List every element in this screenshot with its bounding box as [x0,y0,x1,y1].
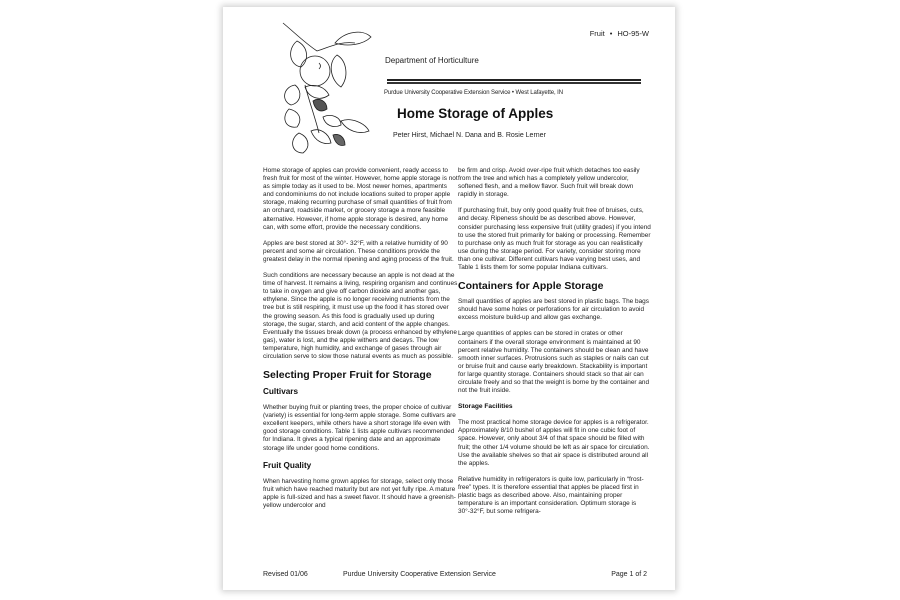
document-title: Home Storage of Apples [397,106,554,121]
apple-branch-illustration-icon [275,21,375,163]
document-code [590,29,649,38]
paragraph: Large quantities of apples can be stored in crates or other containers if the overall storage environment is maintained at 90 percent relative humidity. The containers should be clean and have smooth inner surfaces. Protrusions such as staples or nails can cut or bruise fruit and cause early breakdown. Stackability is important for large quantity storage. Containers should stack so that air can circulate freely and so that the weight is borne by the container and not the fruit inside. [458,330,650,395]
paragraph: If purchasing fruit, buy only good quality fruit free of bruises, cuts, and decay. Ripeness should be as described above. However, consider purchasing less expensive fruit (utility grades) if you intend to use the stored fruit primarily for baking or processing. Remember to purchase only as much fruit for storage as you can realistically use during the storage period. For variety, consider storing more than one cultivar. Different cultivars have varying best uses, and Table 1 lists them for some popular Indiana cultivars. [458,207,651,272]
paragraph: Such conditions are necessary because an apple is not dead at the time of harvest. It remains a living, respiring organism and continues to take in oxygen and give off carbon dioxide and another gas, ethylene. Since the apple is no longer receiving nutrients from the tree but is still respiring, it must use up the food it has stored over the growing season. As this food is gradually used up during storage, the sugar, starch, and acid content of the apple changes. Eventually the tissues break down (a process enhanced by ethylene gas), water is lost, and the apple withers and decays. The low temperature, high humidity, and exchange of gases through air circulation serve to slow those natural events as much as possible. [263,272,458,360]
left-column [263,167,459,518]
document-page [223,7,675,590]
page-number: Page 1 of 2 [611,571,647,578]
paragraph: Relative humidity in refrigerators is quite low, particularly in “frost-free” types. It is therefore essential that apples be placed first in plastic bags as described above. Also, maintaining proper temperature is an important consideration. Optimum storage is 30°-32°F, but some refrigera- [458,475,644,516]
subheading-cultivars: Cultivars [263,387,299,397]
doc-id: HO-95-W [617,29,649,38]
subheading-fruit-quality: Fruit Quality [263,460,312,470]
header-rule [387,79,641,82]
paragraph: Apples are best stored at 30°- 32°F, with a relative humidity of 90 percent and some air circulation. These conditions provide the greatest delay in the normal ripening and aging process of the fruit. [263,239,454,263]
paragraph: Home storage of apples can provide convenient, ready access to fresh fruit for most of the winter. However, home apple storage is not as simple today as it used to be. Most newer homes, apartments and condominiums do not include locations suited to proper apple storage, making recurring purchase of small quantities of fruit from an orchard, roadside market, or grocery storage a more feasible alternative. However, if home apple storage is desired, any home can, with some effort, provide the necessary conditions. [263,167,458,231]
section-heading-containers: Containers for Apple Storage [458,280,604,293]
paragraph: The most practical home storage device for apples is a refrigerator. Approximately 8/10 bushel of apples will fit in one cubic foot of space. However, only about 3/4 of that space should be filled with fruit; the other 1/4 volume should be left as air space for circulation. Use the available shelves so that air space is distributed around all the apples. [458,419,650,467]
footer-organization: Purdue University Cooperative Extension Service [343,571,496,578]
paragraph: When harvesting home grown apples for storage, select only those fruit which have reached maturity but are not yet fully ripe. A mature apple is full-sized and has a sweet flavor. It should have a greenish-yellow undercolor and [263,477,456,509]
subheading-storage-facilities: Storage Facilities [458,403,513,411]
doc-category: Fruit [589,29,605,38]
right-column [458,167,654,524]
authors: Peter Hirst, Michael N. Dana and B. Rosie Lerner [393,132,546,139]
department-name: Department of Horticulture [385,56,479,65]
paragraph: be firm and crisp. Avoid over-ripe fruit which detaches too easily from the tree and which has a completely yellow undercolor, softened flesh, and a mellow flavor. Such fruit will break down rapidly in storage. [458,167,640,199]
section-heading-selecting-fruit: Selecting Proper Fruit for Storage [263,369,432,382]
doc-code-separator: • [609,29,613,38]
paragraph: Whether buying fruit or planting trees, the proper choice of cultivar (variety) is essential for long-term apple storage. Some cultivars are excellent keepers, while others have a short storage life even with good storage conditions. Table 1 lists apple cultivars recommended for Indiana. It gives a typical ripening date and an approximate storage life under good home conditions. [263,404,456,452]
paragraph: Small quantities of apples are best stored in plastic bags. The bags should have some holes or perforations for air circulation to avoid excess moisture build-up and allow gas exchange. [458,298,649,322]
organization-line: Purdue University Cooperative Extension Service • West Lafayette, IN [384,90,563,96]
revised-date: Revised 01/06 [263,571,308,578]
